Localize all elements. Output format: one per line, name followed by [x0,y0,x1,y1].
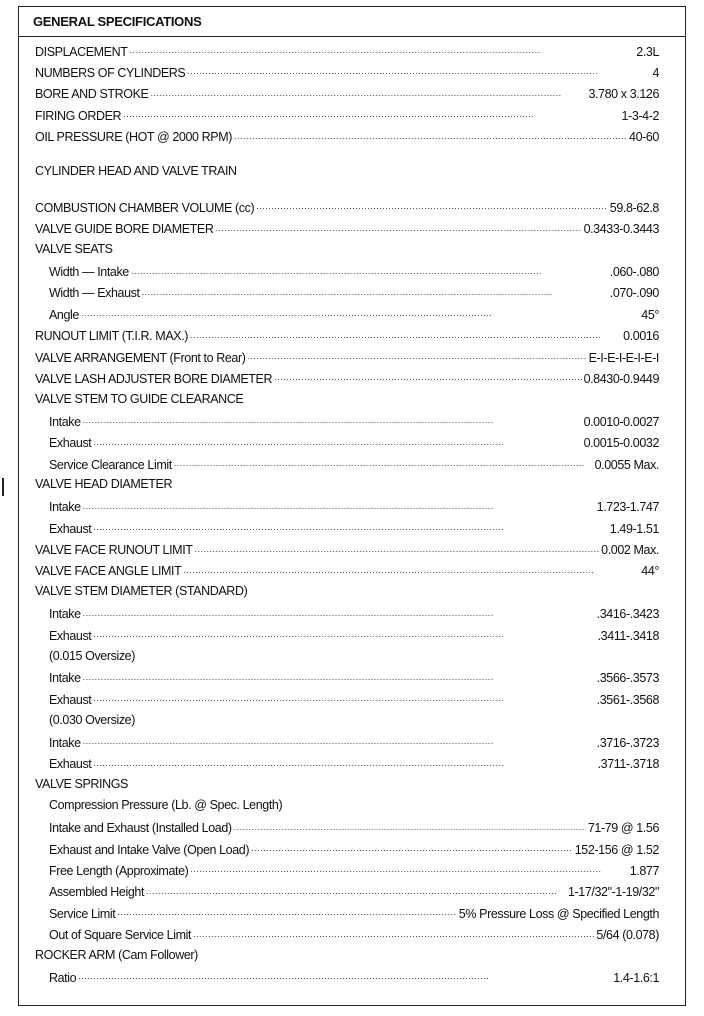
leader-dots [131,264,608,277]
group-subheading: (0.030 Oversize) [49,712,135,727]
spec-label: Service Clearance Limit [49,457,172,472]
spec-value: 1-17/32"-1-19/32" [567,885,659,900]
spec-label: OIL PRESSURE (HOT @ 2000 RPM) [35,130,232,145]
spec-row [35,756,659,777]
spec-value: 44° [641,564,659,579]
spec-label: Angle [49,307,79,322]
spec-label: BORE AND STROKE [35,87,149,102]
spec-row-cylinders [35,64,659,85]
spec-value: 1.723-1.747 [596,500,659,515]
spec-value: 45° [641,307,659,322]
spec-row [35,413,659,434]
group-subheading: Compression Pressure (Lb. @ Spec. Length) [49,798,283,813]
group-heading: VALVE HEAD DIAMETER [35,477,173,492]
spec-value: 1-3-4-2 [621,108,659,123]
spec-label: Ratio [49,970,77,985]
spec-row [35,905,659,926]
leader-dots [274,370,581,383]
spec-row-face-runout [35,542,659,563]
spec-value: .3566-.3573 [596,671,659,686]
leader-dots [83,734,595,747]
spec-row-valve-arrangement [35,349,659,370]
leader-dots [190,328,621,341]
leader-dots [83,606,595,619]
spec-label: Intake [49,414,81,429]
leader-dots [93,691,594,704]
spec-label: COMBUSTION CHAMBER VOLUME (cc) [35,200,255,215]
group-subheading: (0.015 Oversize) [49,648,135,663]
spec-row [35,285,659,306]
leader-dots [117,905,456,918]
spec-label: Width — Exhaust [49,286,140,301]
spec-label: RUNOUT LIMIT (T.I.R. MAX.) [35,329,189,344]
spec-label: VALVE GUIDE BORE DIAMETER [35,222,214,237]
spec-value: .070-.090 [609,286,659,301]
spec-row [35,862,659,883]
leader-dots [174,456,593,469]
spec-row [35,969,659,990]
group-heading: ROCKER ARM (Cam Follower) [35,948,198,963]
spec-value: 1.49-1.51 [609,521,659,536]
spacer [35,150,659,164]
spec-label: Out of Square Service Limit [49,928,192,943]
leader-dots [150,86,586,99]
spec-row-valve-guide-bore [35,221,659,242]
leader-dots [93,627,595,640]
spec-value: 3.780 x 3.126 [588,87,659,102]
spec-row-face-angle [35,563,659,584]
spec-row-oil-pressure [35,129,659,150]
leader-dots [81,306,639,319]
spec-row [35,606,659,627]
spec-label: NUMBERS OF CYLINDERS [35,65,186,80]
spec-label: Exhaust [49,436,92,451]
leader-dots [123,107,619,120]
spec-label: Exhaust and Intake Valve (Open Load) [49,842,250,857]
spec-row [35,264,659,285]
spec-value: .3716-.3723 [596,735,659,750]
spec-value: 59.8-62.8 [609,200,659,215]
section-heading: CYLINDER HEAD AND VALVE TRAIN [35,163,237,178]
spec-row [35,841,659,862]
group-heading: VALVE STEM TO GUIDE CLEARANCE [35,391,244,406]
spec-value: 4 [652,65,659,80]
group-heading: VALVE SPRINGS [35,776,128,791]
spec-label: Exhaust [49,692,92,707]
spec-label: VALVE LASH ADJUSTER BORE DIAMETER [35,371,273,386]
spec-label: Intake [49,607,81,622]
spec-label: Service Limit [49,906,116,921]
spec-value: .3561-.3568 [596,692,659,707]
spec-row [35,499,659,520]
spec-value: 0.0015-0.0032 [583,436,659,451]
margin-mark [2,478,4,496]
spec-row [35,435,659,456]
leader-dots [129,43,634,56]
spec-row [35,670,659,691]
spec-value: 71-79 @ 1.56 [587,821,659,836]
spacer [35,185,659,199]
spec-label: Free Length (Approximate) [49,863,189,878]
spec-label: DISPLACEMENT [35,44,128,59]
spec-label: Intake and Exhaust (Installed Load) [49,821,232,836]
leader-dots [78,969,611,982]
spec-value: E-I-E-I-E-I-E-I [588,350,659,365]
spec-row-displacement [35,43,659,64]
spec-label: VALVE FACE ANGLE LIMIT [35,564,182,579]
leader-dots [234,129,627,142]
spec-row [35,884,659,905]
leader-dots [195,542,600,555]
spec-value: 2.3L [636,44,659,59]
leader-dots [215,221,581,234]
spec-label: VALVE ARRANGEMENT (Front to Rear) [35,350,246,365]
leader-dots [93,756,595,769]
spec-value: 1.877 [629,863,659,878]
spec-value: .3416-.3423 [596,607,659,622]
leader-dots [146,884,566,897]
spec-value: 0.0016 [623,329,659,344]
spec-label: Width — Intake [49,265,129,280]
spec-value: 1.4-1.6:1 [613,970,659,985]
leader-dots [83,413,582,426]
leader-dots [256,199,608,212]
spec-row [35,520,659,541]
leader-dots [247,349,586,362]
spec-value: 40-60 [629,130,659,145]
leader-dots [142,285,608,298]
leader-dots [183,563,639,576]
spec-list [35,43,659,991]
spec-label: VALVE FACE RUNOUT LIMIT [35,543,193,558]
spec-row-combustion-chamber [35,199,659,220]
group-heading: VALVE SEATS [35,242,113,257]
spec-row-lash-adjuster [35,370,659,391]
spec-row-bore-stroke [35,86,659,107]
spec-row [35,734,659,755]
spec-label: Exhaust [49,521,92,536]
group-heading: VALVE STEM DIAMETER (STANDARD) [35,584,248,599]
spec-label: Intake [49,671,81,686]
spec-label: Exhaust [49,628,92,643]
leader-dots [187,64,650,77]
spec-value: 0.3433-0.3443 [583,222,659,237]
spec-value: 0.8430-0.9449 [583,371,659,386]
spec-label: FIRING ORDER [35,108,122,123]
spec-label: Assembled Height [49,885,145,900]
spec-row-runout-limit [35,328,659,349]
spec-value: .060-.080 [609,265,659,280]
spec-label: Exhaust [49,757,92,771]
leader-dots [251,841,573,854]
spec-row [35,820,659,841]
spec-row [35,456,659,477]
spec-value: 152-156 @ 1.52 [574,842,659,857]
spec-value: 0.0055 Max. [594,457,659,472]
spec-row-firing-order [35,107,659,128]
spec-value: .3711-.3718 [597,757,659,771]
spec-label: Intake [49,500,81,515]
leader-dots [193,927,594,940]
spec-value: 0.0010-0.0027 [583,414,659,429]
spec-value: .3411-.3418 [597,628,659,643]
spec-value: 5% Pressure Loss @ Specified Length [458,906,659,921]
table-title: GENERAL SPECIFICATIONS [19,7,685,37]
leader-dots [190,862,627,875]
spec-label: Intake [49,735,81,750]
leader-dots [93,520,607,533]
leader-dots [83,499,595,512]
spec-value: 0.002 Max. [601,543,659,558]
spec-table [18,6,686,1006]
spec-row [35,627,659,648]
spec-row [35,927,659,948]
leader-dots [234,820,586,833]
leader-dots [83,670,595,683]
spec-value: 5/64 (0.078) [596,928,659,943]
leader-dots [93,435,581,448]
spec-row [35,691,659,712]
spec-row [35,306,659,327]
